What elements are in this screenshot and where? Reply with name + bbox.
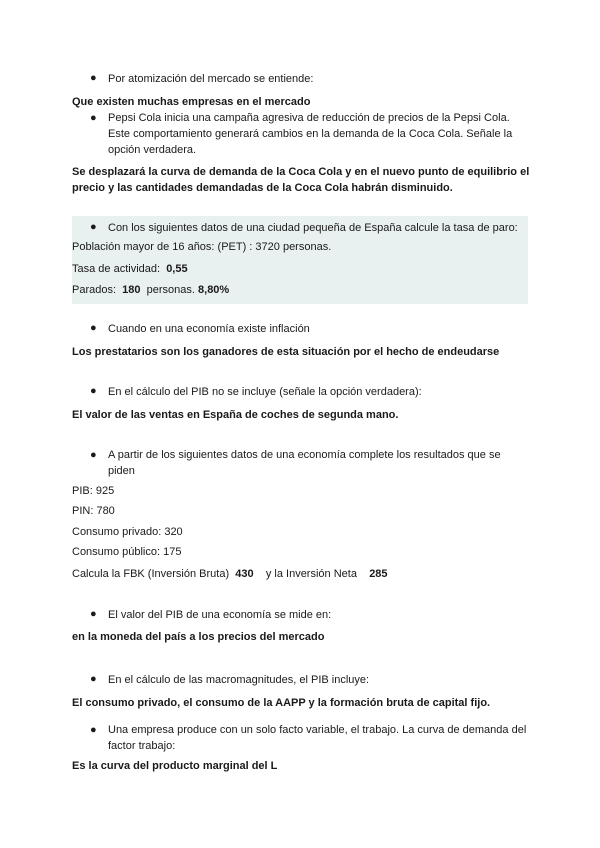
answer-2: Se desplazará la curva de demanda de la Coca Cola y en el nuevo punto de equilibrio el precio y las cantidades demandadas de la Coca Cola habrán disminuido. xyxy=(72,166,530,194)
unemployed-value: 180 xyxy=(122,284,141,296)
activity-rate-line xyxy=(72,262,188,277)
bullet-icon: ● xyxy=(90,112,97,124)
inversion-neta-value: 285 xyxy=(369,568,388,580)
bullet-icon: ● xyxy=(90,673,97,685)
question-7: El valor del PIB de una economía se mide en: xyxy=(108,609,332,621)
activity-rate-label: Tasa de actividad: xyxy=(72,263,161,275)
inversion-neta-label: y la Inversión Neta xyxy=(265,568,357,580)
answer-5: El valor de las ventas en España de coches de segunda mano. xyxy=(72,409,399,421)
fbk-label: Calcula la FBK (Inversión Bruta) xyxy=(72,568,230,580)
question-9: Una empresa produce con un solo facto variable, el trabajo. La curva de demanda del factor trabajo: xyxy=(108,724,527,752)
bullet-icon: ● xyxy=(90,322,97,334)
bullet-icon: ● xyxy=(90,724,97,736)
fbk-value: 430 xyxy=(235,568,254,580)
answer-7: en la moneda del país a los precios del mercado xyxy=(72,631,325,643)
question-5: En el cálculo del PIB no se incluye (señale la opción verdadera): xyxy=(108,386,422,398)
question-3: Con los siguientes datos de una ciudad pequeña de España calcule la tasa de paro: xyxy=(108,222,518,234)
answer-1: Que existen muchas empresas en el mercado xyxy=(72,96,311,108)
activity-rate-value: 0,55 xyxy=(166,263,188,275)
pin-line: PIN: 780 xyxy=(72,505,115,517)
unemployed-label: Parados: xyxy=(72,284,117,296)
unemployment-rate-value: 8,80% xyxy=(198,284,230,296)
question-8: En el cálculo de las macromagnitudes, el PIB incluye: xyxy=(108,674,370,686)
consumo-publico-line: Consumo público: 175 xyxy=(72,546,182,558)
bullet-icon: ● xyxy=(90,608,97,620)
unemployed-unit: personas. xyxy=(146,284,195,296)
fbk-line xyxy=(72,567,388,582)
answer-4: Los prestatarios son los ganadores de esta situación por el hecho de endeudarse xyxy=(72,346,500,358)
question-4: Cuando en una economía existe inflación xyxy=(108,323,310,335)
bullet-icon: ● xyxy=(90,72,97,84)
bullet-icon: ● xyxy=(90,385,97,397)
bullet-icon: ● xyxy=(90,449,97,461)
question-1: Por atomización del mercado se entiende: xyxy=(108,73,314,85)
bullet-icon: ● xyxy=(90,221,97,233)
question-6: A partir de los siguientes datos de una economía complete los resultados que se piden xyxy=(108,449,501,477)
answer-9: Es la curva del producto marginal del L xyxy=(72,760,278,772)
answer-8: El consumo privado, el consumo de la AAPP y la formación bruta de capital fijo. xyxy=(72,697,491,709)
unemployed-line xyxy=(72,283,229,298)
consumo-privado-line: Consumo privado: 320 xyxy=(72,526,183,538)
pet-line: Población mayor de 16 años: (PET) : 3720 personas. xyxy=(72,241,332,253)
question-2: Pepsi Cola inicia una campaña agresiva de reducción de precios de la Pepsi Cola. Este comportamiento generará cambios en la demanda de la Coca Cola. Señale la opción verdadera. xyxy=(108,112,513,156)
pib-line: PIB: 925 xyxy=(72,485,115,497)
